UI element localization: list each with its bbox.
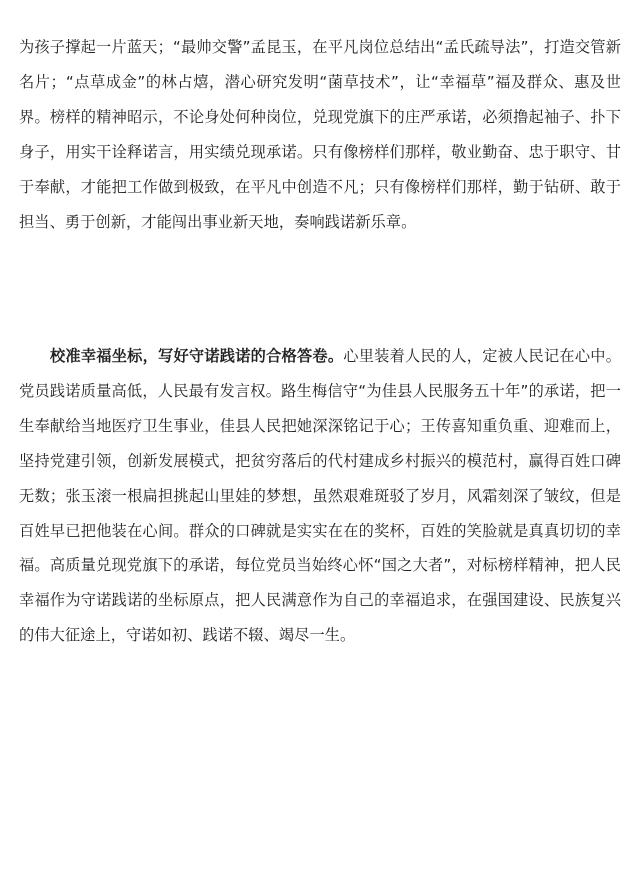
- paragraph-2-lead: 校准幸福坐标，写好守诺践诺的合格答卷。: [50, 347, 344, 365]
- paragraph-1: [19, 30, 621, 239]
- paragraph-2-text: 心里装着人民的人，定被人民记在心中。党员践诺质量高低，人民最有发言权。路生梅信守“为佳县人民服务五十年”的承诺，把一生奉献给当地医疗卫生事业，佳县人民把她深深铭记于心；王传喜知重负重、迎难而上，坚持党建引领，创新发展模式，把贫穷落后的代村建成乡村振兴的模范村，赢得百姓口碑无数；张玉滚一根扁担挑起山里娃的梦想，虽然艰难斑驳了岁月，风霜刻深了皱纹，但是百姓早已把他装在心间。群众的口碑就是实实在在的奖杯，百姓的笑脸就是真真切切的幸福。高质量兑现党旗下的承诺，每位党员当始终心怀“国之大者”，对标榜样精神，把人民幸福作为守诺践诺的坐标原点，把人民满意作为自己的幸福追求，在强国建设、民族复兴的伟大征途上，守诺如初、践诺不辍、竭尽一生。: [19, 347, 621, 645]
- paragraph-2: [19, 339, 621, 653]
- paragraph-1-text: 为孩子撑起一片蓝天；“最帅交警”孟昆玉，在平凡岗位总结出“孟氏疏导法”，打造交管新名片；“点草成金”的林占熺，潜心研究发明“菌草技术”，让“幸福草”福及群众、惠及世界。榜样的精神昭示，不论身处何种岗位，兑现党旗下的庄严承诺，必须撸起袖子、扑下身子，用实干诠释诺言，用实绩兑现承诺。只有像榜样们那样，敬业勤奋、忠于职守、甘于奉献，才能把工作做到极致，在平凡中创造不凡；只有像榜样们那样，勤于钻研、敢于担当、勇于创新，才能闯出事业新天地，奏响践诺新乐章。: [19, 38, 621, 231]
